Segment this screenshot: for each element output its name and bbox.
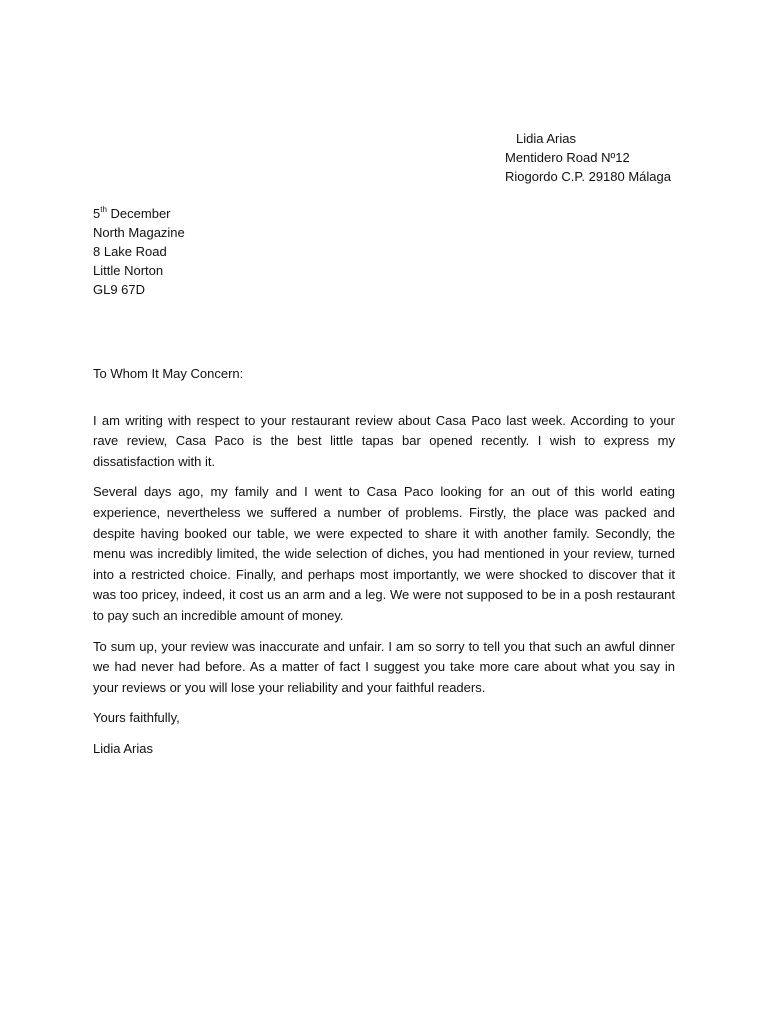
- recipient-block: [93, 204, 185, 299]
- paragraph-intro: I am writing with respect to your restaurant review about Casa Paco last week. According to your rave review, Casa Paco is the best little tapas bar opened recently. I wish to express my dissatisfaction with it.: [93, 412, 675, 469]
- recipient-name: North Magazine: [93, 225, 185, 240]
- recipient-town: Little Norton: [93, 263, 164, 278]
- date-suffix: th: [100, 204, 107, 214]
- date-day: 5: [93, 206, 101, 221]
- paragraph-complaints: Several days ago, my family and I went to Casa Paco looking for an out of this world eating experience, nevertheless we suffered a number of problems. Firstly, the place was packed and despite having booked our table, we were expected to share it with another family. Secondly, the menu was incredibly limited, the wide selection of diches, you had mentioned in your review, turned into a restricted choice. Finally, and perhaps most importantly, we were shocked to discover that it was too pricey, indeed, it cost us an arm and a leg. We were not supposed to be in a posh restaurant to pay such an incredible amount of money.: [93, 484, 675, 623]
- sender-address: [505, 129, 671, 186]
- date-month: December: [110, 206, 171, 221]
- recipient-postcode: GL9 67D: [93, 282, 146, 297]
- letter-body: [93, 364, 675, 760]
- paragraph-conclusion: To sum up, your review was inaccurate and unfair. I am so sorry to tell you that such an awful dinner we had never had before. As a matter of fact I suggest you take more care about what you say in your reviews or you will lose your reliability and your faithful readers.: [93, 638, 675, 695]
- sender-street: Mentidero Road Nº12: [505, 150, 630, 165]
- signature: Lidia Arias: [93, 740, 153, 756]
- sender-city: Riogordo C.P. 29180 Málaga: [505, 169, 671, 184]
- salutation: To Whom It May Concern:: [93, 366, 244, 381]
- letter-date: [93, 204, 185, 223]
- sender-name: Lidia Arias: [516, 131, 576, 146]
- closing: Yours faithfully,: [93, 710, 180, 726]
- recipient-street: 8 Lake Road: [93, 244, 167, 259]
